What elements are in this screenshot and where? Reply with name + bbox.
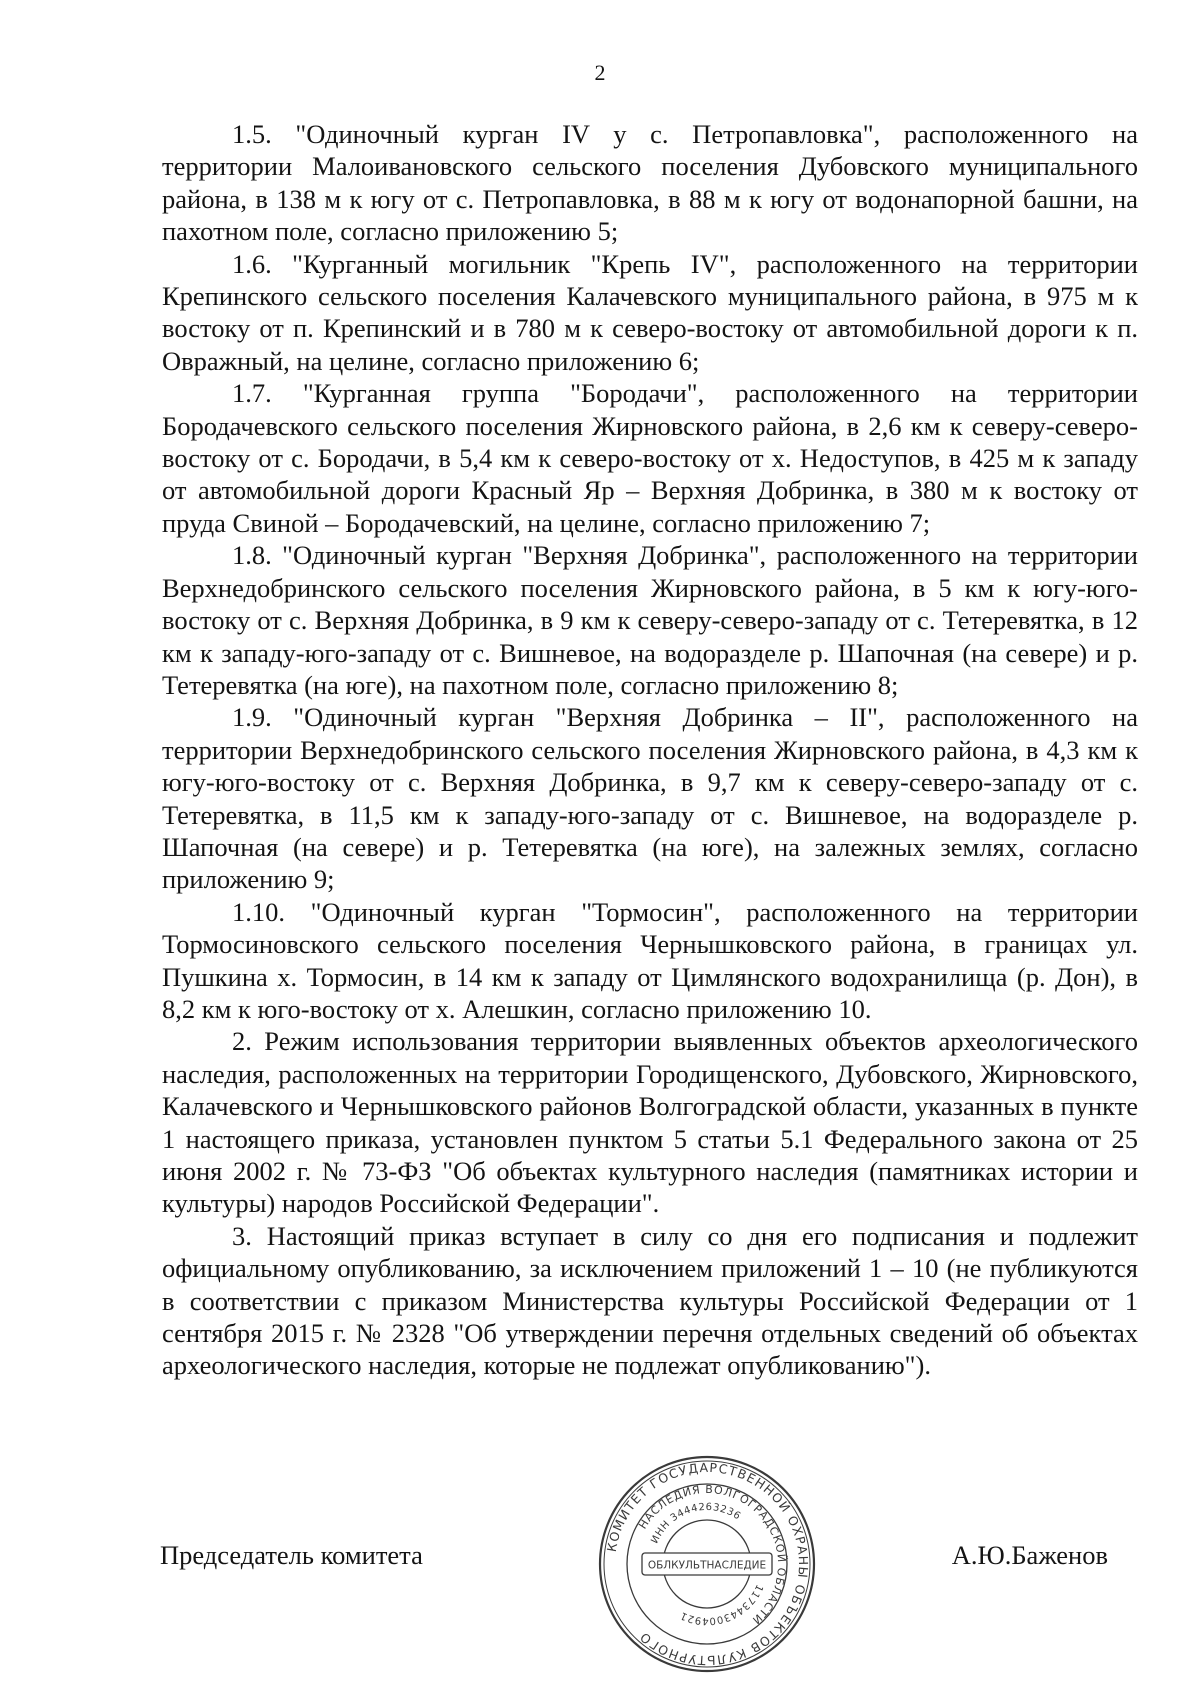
paragraph-1-8: 1.8. "Одиночный курган "Верхняя Добринка", расположенного на территории Верхнедобринского сельского поселения Жирновского района, в 5 км к югу-юго-востоку от с. Верхняя Добринка, в 9 км к северу-северо-западу от с. Тетеревятка, в 12 км к западу-юго-западу от с. Вишневое, на водоразделе р. Шапочная (на севере) и р. Тетеревятка (на юге), на пахотном поле, согласно приложению 8; (162, 540, 1138, 700)
seal-outer-text: КОМИТЕТ ГОСУДАРСТВЕННОЙ ОХРАНЫ ОБЪЕКТОВ КУЛЬТУРНОГО (603, 1459, 812, 1669)
paragraph-1-6: 1.6. "Курганный могильник "Крепь IV", расположенного на территории Крепинского сельского поселения Калачевского муниципального района, в 975 м к востоку от п. Крепинский и в 780 м к северо-востоку от автомобильной дороги к п. Овражный, на целине, согласно приложению 6; (162, 248, 1138, 376)
order-body (162, 118, 1138, 1382)
paragraph-1-7: 1.7. "Курганная группа "Бородачи", расположенного на территории Бородачевского сельского поселения Жирновского района, в 2,6 км к северу-северо-востоку от с. Бородачи, в 5,4 км к северо-востоку от х. Недоступов, в 425 м к западу от автомобильной дороги Красный Яр – Верхняя Добринка, в 380 м к востоку от пруда Свиной – Бородачевский, на целине, согласно приложению 7; (162, 378, 1138, 538)
signatory-position: Председатель комитета (160, 1540, 423, 1570)
paragraph-1-10: 1.10. "Одиночный курган "Тормосин", расположенного на территории Тормосиновского сельского поселения Чернышковского района, в границах ул. Пушкина х. Тормосин, в 14 км к западу от Цимлянского водохранилища (р. Дон), в 8,2 км к юго-востоку от х. Алешкин, согласно приложению 10. (162, 896, 1138, 1024)
seal-inn-text: ИНН 3444263236 (649, 1501, 743, 1546)
official-seal (596, 1453, 818, 1675)
paragraph-3: 3. Настоящий приказ вступает в силу со дня его подписания и подлежит официальному опубликованию, за исключением приложений 1 – 10 (не публикуются в соответствии с приказом Министерства культуры Российской Федерации от 1 сентября 2015 г. № 2328 "Об утверждении перечня отдельных сведений об объектах археологического наследия, которые не подлежат опубликованию"). (162, 1220, 1138, 1381)
signatory-name: А.Ю.Баженов (951, 1540, 1108, 1570)
paragraph-1-5: 1.5. "Одиночный курган IV у с. Петропавловка", расположенного на территории Малоивановского сельского поселения Дубовского муниципального района, в 138 м к югу от с. Петропавловка, в 88 м к югу от водонапорной башни, на пахотном поле, согласно приложению 5; (162, 119, 1138, 247)
seal-svg (596, 1453, 818, 1675)
page-number: 2 (594, 60, 606, 85)
seal-middle-text: НАСЛЕДИЯ ВОЛГОГРАДСКОЙ ОБЛАСТИ (636, 1482, 789, 1628)
paragraph-1-9: 1.9. "Одиночный курган "Верхняя Добринка – II", расположенного на территории Верхнедобринского сельского поселения Жирновского района, в 4,3 км к югу-юго-востоку от с. Верхняя Добринка, в 9,7 км к северу-северо-западу от с. Тетеревятка, в 11,5 км к западу-юго-западу от с. Вишневое, на водоразделе р. Шапочная (на севере) и р. Тетеревятка (на юге), на залежных землях, согласно приложению 9; (162, 702, 1138, 895)
seal-center-text: ОБЛКУЛЬТНАСЛЕДИЕ (647, 1559, 767, 1572)
seal-ogrn-text: 1173443004921 (678, 1582, 765, 1627)
paragraph-2: 2. Режим использования территории выявленных объектов археологического наследия, расположенных на территории Городищенского, Дубовского, Жирновского, Калачевского и Чернышковского районов Волгоградской области, указанных в пункте 1 настоящего приказа, установлен пунктом 5 статьи 5.1 Федерального закона от 25 июня 2002 г. № 73-ФЗ "Об объектах культурного наследия (памятниках истории и культуры) народов Российской Федерации". (162, 1026, 1138, 1219)
